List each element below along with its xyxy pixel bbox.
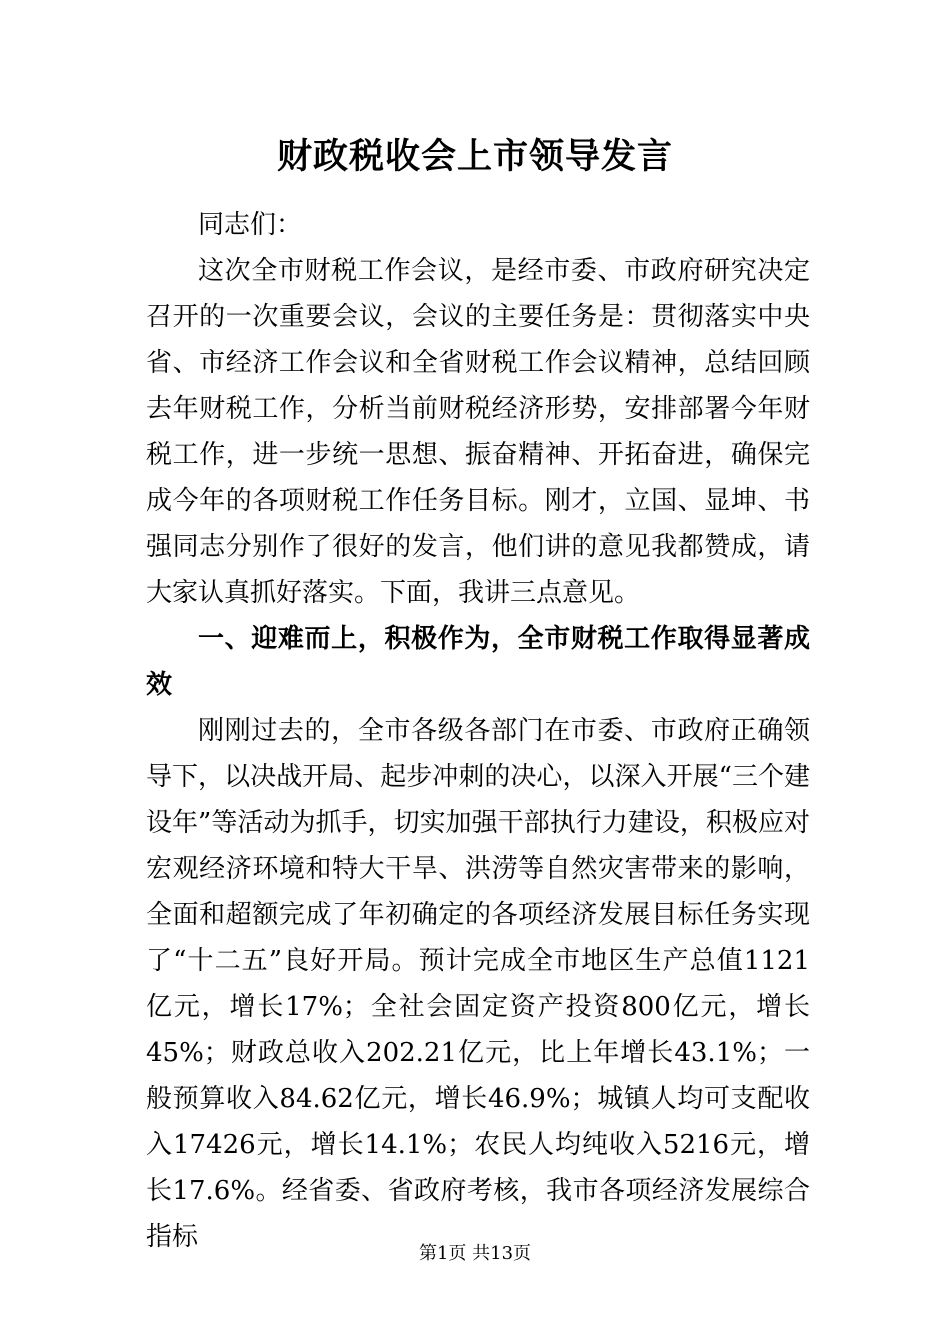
page-footer: 第1页 共13页 (418, 1243, 532, 1264)
greeting-paragraph: 同志们： (198, 210, 303, 240)
document-body (146, 202, 810, 1260)
section-paragraph: 刚刚过去的，全市各级各部门在市委、市政府正确领导下，以决战开局、起步冲刺的决心，以深入开展“三个建设年”等活动为抓手，切实加强干部执行力建设，积极应对宏观经济环境和特大干旱、洪涝等自然灾害带来的影响，全面和超额完成了年初确定的各项经济发展目标任务实现了“十二五”良好开局。预计完成全市地区生产总值1121亿元，增长17%；全社会固定资产投资800亿元，增长45%；财政总收入202.21亿元，比上年增长43.1%；一般预算收入84.62亿元，增长46.9%；城镇人均可支配收入17426元，增长14.1%；农民人均纯收入5216元，增长17.6%。经省委、省政府考核，我市各项经济发展综合指标 (146, 716, 810, 1252)
intro-paragraph: 这次全市财税工作会议，是经市委、市政府研究决定召开的一次重要会议，会议的主要任务是：贯彻落实中央省、市经济工作会议和全省财税工作会议精神，总结回顾去年财税工作，分析当前财税经济形势，安排部署今年财税工作，进一步统一思想、振奋精神、开拓奋进，确保完成今年的各项财税工作任务目标。刚才，立国、显坤、书强同志分别作了很好的发言，他们讲的意见我都赞成，请大家认真抓好落实。下面，我讲三点意见。 (146, 256, 810, 608)
document-title: 财政税收会上市领导发言 (276, 136, 673, 177)
section-heading: 一、迎难而上，积极作为，全市财税工作取得显著成效 (146, 624, 810, 700)
